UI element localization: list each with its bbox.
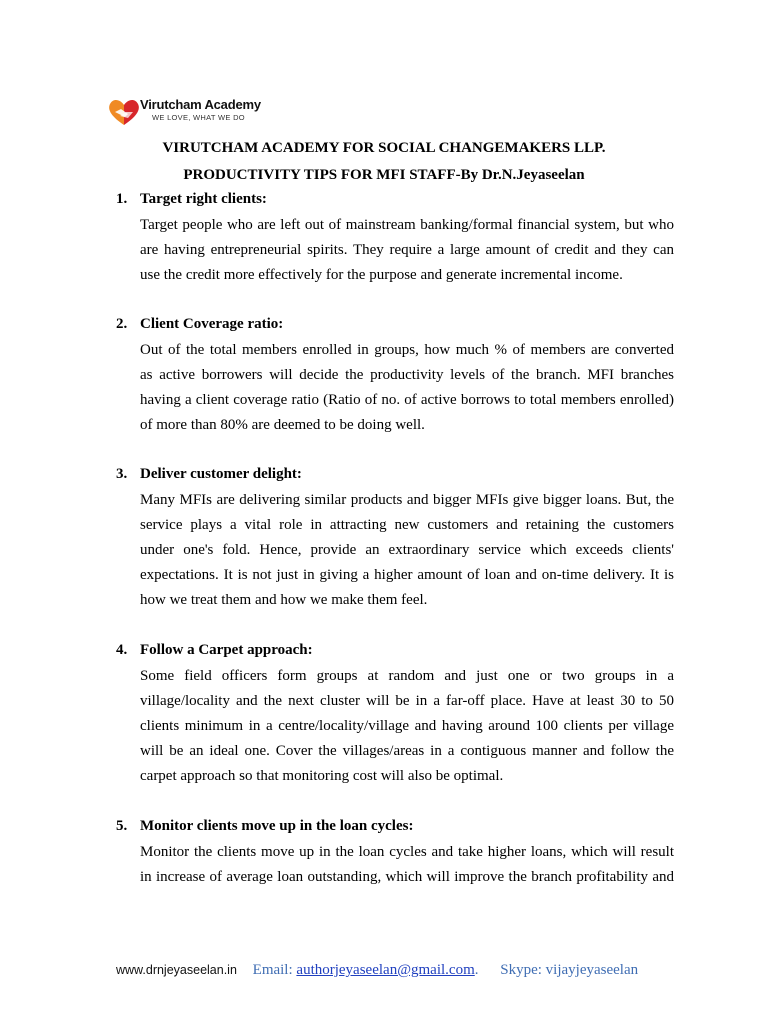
academy-logo xyxy=(106,95,261,131)
paragraph-line: having a client coverage ratio (Ratio of no. of active borrows to total members enrolled) xyxy=(140,392,674,408)
section-number: 1. xyxy=(116,191,128,207)
paragraph-line: Some field officers form groups at random and just one or two groups in a xyxy=(140,668,674,684)
paragraph-line: Out of the total members enrolled in groups, how much % of members are converted xyxy=(140,342,674,358)
section-paragraph xyxy=(140,213,674,288)
section-title xyxy=(116,818,413,835)
paragraph-line: clients minimum in a centre/locality/village and having around 100 clients per village xyxy=(140,718,674,734)
page-footer xyxy=(116,962,638,979)
email-label: Email: xyxy=(252,962,293,978)
section-number: 5. xyxy=(116,818,128,834)
logo-tagline: WE LOVE, WHAT WE DO xyxy=(152,113,245,122)
section-paragraph xyxy=(140,338,674,438)
document-heading: VIRUTCHAM ACADEMY FOR SOCIAL CHANGEMAKERS LLP. xyxy=(162,140,606,156)
section-title-text: Follow a Carpet approach: xyxy=(140,642,313,658)
paragraph-line: village/locality and the next cluster will be in a far-off place. Have at least 30 to 50 xyxy=(140,693,674,709)
paragraph-line: use the credit more effectively for the purpose and generate incremental income. xyxy=(140,267,623,283)
paragraph-line: in increase of average loan outstanding, which will improve the branch profitability and xyxy=(140,869,674,885)
paragraph-line: Target people who are left out of mainstream banking/formal financial system, but who xyxy=(140,217,674,233)
section-title xyxy=(116,642,313,659)
paragraph-line: service plays a vital role in attracting new customers and retaining the customers xyxy=(140,517,674,533)
paragraph-line: under one's fold. Hence, provide an extraordinary service which exceeds clients' xyxy=(140,542,674,558)
section-number: 4. xyxy=(116,642,128,658)
document-subheading: PRODUCTIVITY TIPS FOR MFI STAFF-By Dr.N.Jeyaseelan xyxy=(183,167,585,183)
section-number: 2. xyxy=(116,316,128,332)
paragraph-line: expectations. It is not just in giving a higher amount of loan and on-time delivery. It is xyxy=(140,567,674,583)
paragraph-line: as active borrowers will decide the productivity levels of the branch. MFI branches xyxy=(140,367,674,383)
section-title xyxy=(116,316,283,333)
paragraph-line: will be an ideal one. Cover the villages/areas in a contiguous manner and follow the xyxy=(140,743,674,759)
logo-name: Virutcham Academy xyxy=(140,97,261,112)
section-title xyxy=(116,466,302,483)
paragraph-line: of more than 80% are deemed to be doing well. xyxy=(140,417,425,433)
skype-contact: Skype: vijayjeyaseelan xyxy=(500,962,639,978)
email-suffix: . xyxy=(474,962,479,978)
email-link[interactable]: authorjeyaseelan@gmail.com xyxy=(296,962,475,978)
paragraph-line: Many MFIs are delivering similar products and bigger MFIs give bigger loans. But, the xyxy=(140,492,674,508)
section-title-text: Deliver customer delight: xyxy=(140,466,302,482)
paragraph-line: are having entrepreneurial spirits. They require a large amount of credit and they can xyxy=(140,242,674,258)
paragraph-line: Monitor the clients move up in the loan cycles and take higher loans, which will result xyxy=(140,844,674,860)
paragraph-line: carpet approach so that monitoring cost will also be optimal. xyxy=(140,768,504,784)
handshake-heart-icon xyxy=(106,97,142,127)
section-title xyxy=(116,191,267,208)
section-paragraph xyxy=(140,664,674,789)
section-number: 3. xyxy=(116,466,128,482)
section-paragraph xyxy=(140,840,674,890)
section-paragraph xyxy=(140,488,674,613)
website-link[interactable]: www.drnjeyaseelan.in xyxy=(116,963,237,977)
section-title-text: Client Coverage ratio: xyxy=(140,316,284,332)
section-title-text: Target right clients: xyxy=(140,191,267,207)
paragraph-line: how we treat them and how we make them feel. xyxy=(140,592,428,608)
section-title-text: Monitor clients move up in the loan cycles: xyxy=(140,818,414,834)
